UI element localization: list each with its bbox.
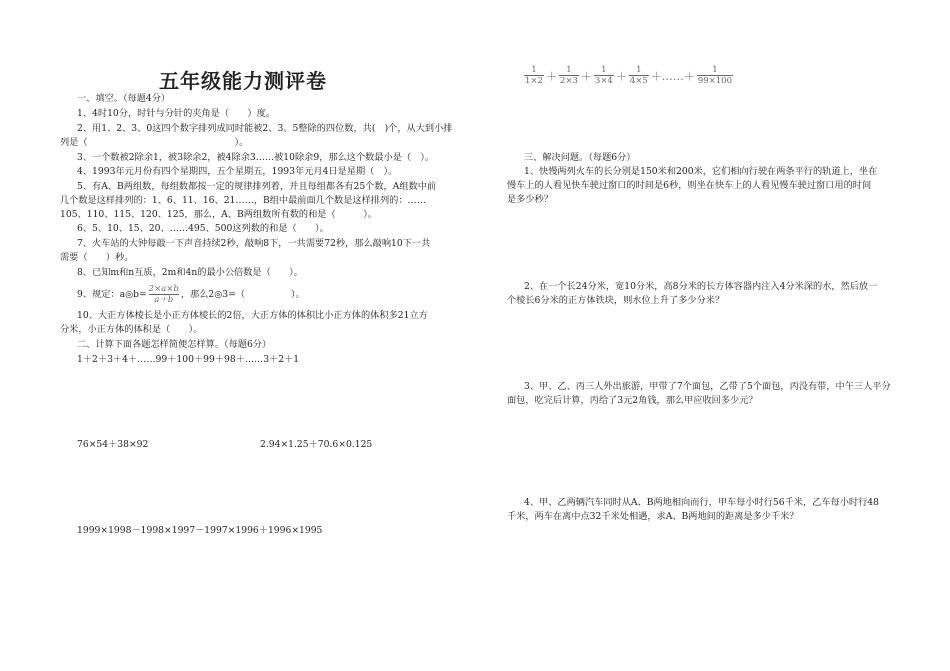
fraction-2 [559,65,579,86]
question-1: 1、4时10分，时针与分针的夹角是（ ）度。 [77,108,275,119]
fraction-3 [594,65,614,86]
question-5-line-1: 5、有A、B两组数，每组数都按一定的规律排列着，并且每组都各有25个数，A组数中前 [77,181,437,192]
fraction-4-numerator: 1 [636,65,642,75]
section-3-heading: 三、解决问题。（每题6分） [524,152,636,163]
question-9-prefix: 9、规定：a◎b= [77,289,147,300]
fraction-5-denominator: 99×100 [697,76,732,86]
question-10-line-2: 分米，小正方体的体积是（ ）。 [60,324,203,335]
ellipsis-plus: ＋……＋ [650,69,695,83]
fraction-1-denominator: 1×2 [525,76,543,86]
fraction-1 [524,65,544,86]
fraction-2-denominator: 2×3 [559,76,578,86]
calculation-2: 76×54＋38×92 [77,439,149,450]
problem-1-line-2: 慢车上的人看见快车驶过窗口的时间是6秒，则坐在快车上的人看见慢车驶过窗口用的时间 [507,180,872,191]
plus-sign: ＋ [615,69,627,83]
fraction-5-numerator: 1 [712,65,718,75]
question-3: 3、一个数被2除余1，被3除余2，被4除余3……被10除余9，那么这个数最小是（ ）。 [77,152,435,163]
problem-4-line-1: 4、甲、乙两辆汽车同时从A、B两地相向而行，甲车每小时行56千米，乙车每小时行48 [524,497,879,508]
fraction-3-denominator: 3×4 [594,76,613,86]
problem-4-line-2: 千米，两车在离中点32千米处相遇，求A、B两地间的距离是多少千米？ [507,511,799,522]
problem-1-line-1: 1、快慢两列火车的长分别是150米和200米，它们相向行驶在两条平行的轨道上，坐在 [524,166,878,177]
problem-3-line-1: 3、甲、乙、丙三人外出旅游，甲带了7个面包，乙带了5个面包，丙没有带，中午三人平分 [524,381,891,392]
problem-3-line-2: 面包，吃完后计算，丙给了3元2角钱，那么甲应收回多少元？ [507,395,758,406]
question-9-fraction [149,284,179,305]
section-2-heading: 二、计算下面各题怎样简便怎样算。（每题6分） [77,339,272,350]
calculation-4: 1999×1998－1998×1997－1997×1996＋1996×1995 [77,525,323,536]
question-9-suffix: ，那么2◎3=（ ）。 [180,289,305,300]
question-8: 8、已知m和n互质，2m和4n的最小公倍数是（ ）。 [77,267,303,278]
page-title: 五年级能力测评卷 [159,69,327,93]
question-9-denominator: a＋b [149,294,179,305]
plus-sign: ＋ [545,69,557,83]
question-2-line-2: 列是（ ）。 [60,137,249,148]
question-4: 4、1993年元月份有四个星期四，五个星期五，1993年元月4日是星期（ ）。 [77,166,398,177]
section-1-heading: 一、填空。（每题4分） [77,93,171,104]
question-6: 6、5、10、15、20、……495、500这列数的和是（ ）。 [77,223,329,234]
fraction-2-numerator: 1 [566,65,572,75]
problem-2-line-2: 个棱长6分米的正方体铁块，则水位上升了多少分米？ [507,295,725,306]
question-5-line-2: 几个数是这样排列的：1、6、11、16、21……，B组中最前面几个数是这样排列的：…… [60,195,426,206]
question-9-numerator: 2×a×b [148,284,179,294]
question-10-line-1: 10、大正方体棱长是小正方体棱长的2倍，大正方体的体积比小正方体的体积多21立方 [77,310,428,321]
problem-2-line-1: 2、在一个长24分米，宽10分米，高8分米的长方体容器内注入4分米深的水，然后放一 [524,281,878,292]
calculation-1: 1＋2＋3＋4＋……99＋100＋99＋98＋……3＋2＋1 [77,354,300,365]
question-7-line-2: 需要（ ）秒。 [60,252,134,263]
fraction-sum-expression [524,65,733,86]
fraction-3-numerator: 1 [601,65,607,75]
plus-sign: ＋ [580,69,592,83]
fraction-4 [629,65,649,86]
calculation-3: 2.94×1.25＋70.6×0.125 [260,439,373,450]
fraction-4-denominator: 4×5 [629,76,648,86]
question-5-line-3: 105、110、115、120、125，那么，A、B两组数所有数的和是（ ）。 [60,209,377,220]
question-9 [77,284,305,305]
question-7-line-1: 7、火车站的大钟每敲一下声音持续2秒，敲响8下，一共需要72秒，那么敲响10下一共 [77,238,431,249]
question-2-line-1: 2、用1、2、3、0这四个数字排列成同时能被2、3、5整除的四位数，共( )个，从大到小排 [77,123,453,134]
fraction-1-numerator: 1 [531,65,537,75]
problem-1-line-3: 是多少秒？ [507,194,553,205]
fraction-5 [697,65,733,86]
